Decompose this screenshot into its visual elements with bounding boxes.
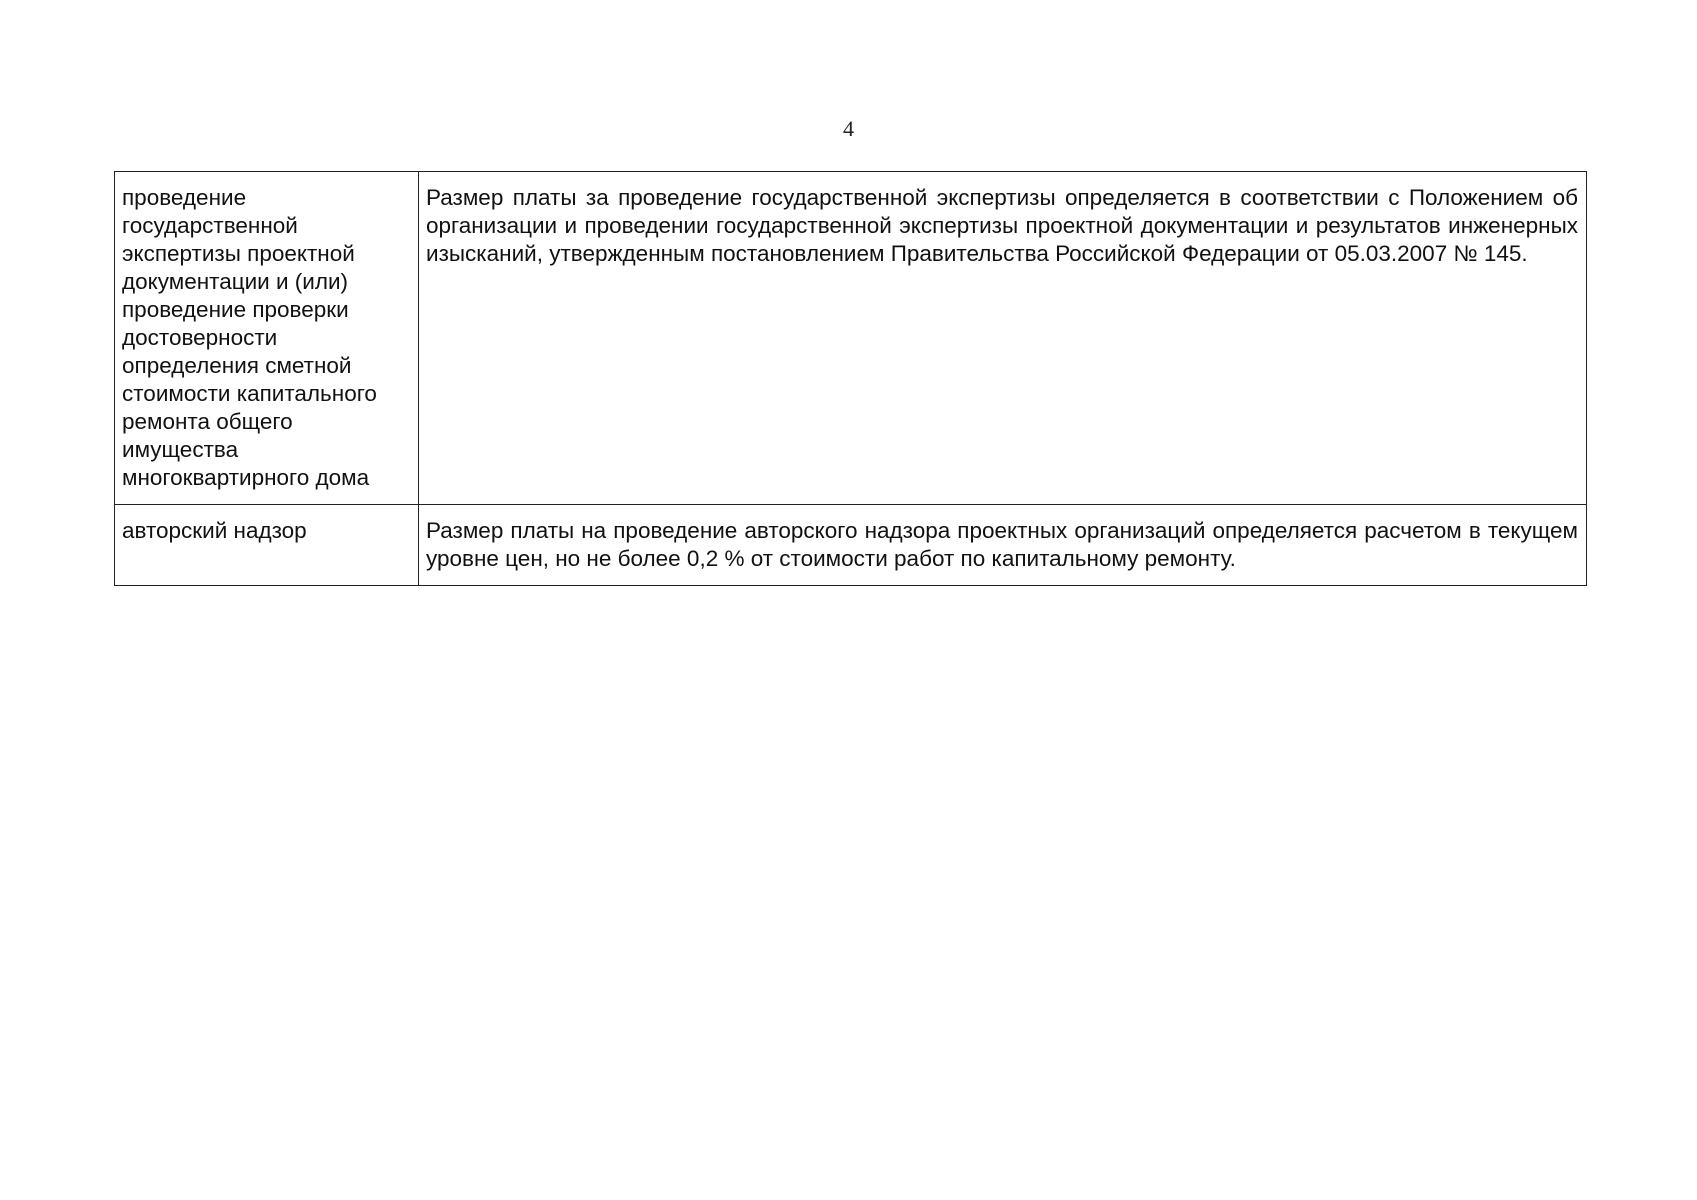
fee-description-cell: Размер платы за проведение государственной экспертизы определяется в соответствии с Положением об организации и проведении государственной экспертизы проектной документации и результатов инженерных изысканий, утвержденным постановлением Правительства Российской Федерации от 05.03.2007 № 145. xyxy=(419,172,1587,505)
document-table xyxy=(114,171,1587,586)
page-number: 4 xyxy=(843,116,854,141)
fee-description-cell: Размер платы на проведение авторского надзора проектных организаций определяется расчетом в текущем уровне цен, но не более 0,2 % от стоимости работ по капитальному ремонту. xyxy=(419,505,1587,586)
table-row xyxy=(115,172,1587,505)
table-row xyxy=(115,505,1587,586)
work-type-cell: авторский надзор xyxy=(115,505,419,586)
work-type-cell: проведение государственной экспертизы проектной документации и (или) проведение проверки достоверности определения сметной стоимости капитального ремонта общего имущества многоквартирного дома xyxy=(115,172,419,505)
